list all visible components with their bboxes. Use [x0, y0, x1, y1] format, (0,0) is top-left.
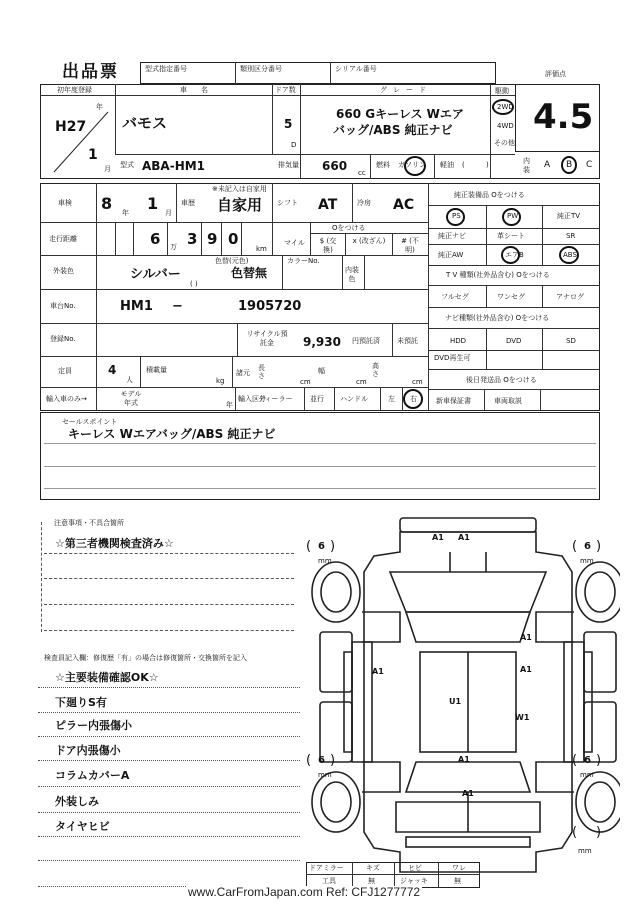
damage-mark-1: A1 [432, 533, 444, 542]
drive-other: その他 [494, 139, 515, 147]
history-value: 自家用 [217, 196, 263, 214]
damage-mark-8: A1 [458, 755, 470, 764]
note-item-4: ドア内張傷小 [55, 744, 121, 757]
recycle-amount: 9,930 [303, 335, 341, 349]
damage-mark-4: A1 [372, 667, 384, 676]
interior-b: B [566, 160, 573, 170]
shaken-year: 8 [101, 194, 113, 213]
serial-label: シリアル番号 [335, 65, 377, 73]
equipment-title: 純正装備品 Oをつける [454, 191, 525, 199]
grade-label: グレード [380, 86, 432, 94]
note-item-2: 下廻りS有 [55, 696, 107, 709]
damage-mark-3: A1 [520, 633, 532, 642]
first-reg-label: 初年度登録 [57, 86, 92, 94]
interior-a: A [544, 160, 551, 170]
model-approval-label: 型式指定番号 [145, 65, 187, 73]
sales-point-box [40, 412, 600, 500]
interior-circle [561, 156, 577, 174]
shaken-month: 1 [147, 194, 159, 213]
equip-airbag: エアB [505, 251, 524, 259]
mileage-digit-3: 9 [207, 230, 218, 248]
mileage-digit-1: 6 [150, 230, 161, 248]
chassis-prefix: HM1 [120, 299, 153, 314]
drive-4wd: 4WD [497, 122, 514, 130]
note-item-6: 外装しみ [55, 795, 99, 808]
damage-mark-6: U1 [449, 697, 462, 706]
sales-point-label: セールスポイント [62, 418, 118, 426]
tread-rear-left: 6 [318, 755, 325, 766]
tread-front-left: 6 [318, 541, 325, 552]
first-reg-month: 1 [88, 147, 98, 163]
first-reg-divider [50, 108, 112, 176]
car-name-value: バモス [122, 114, 168, 132]
equip-pw: PW [507, 212, 519, 220]
drive-2wd-circle [492, 99, 514, 115]
interior-label: 内装 [523, 157, 530, 174]
shift-value: AT [318, 197, 338, 213]
damage-mark-5: A1 [520, 665, 532, 674]
note-item-7: タイヤヒビ [55, 820, 110, 833]
note-item-1: ☆主要装備確認OK☆ [55, 671, 159, 684]
drive-2wd: 2WD [497, 103, 514, 111]
model-code: ABA-HM1 [142, 159, 206, 173]
mileage-digit-2: 3 [187, 230, 198, 248]
score-value: 4.5 [533, 97, 594, 137]
inspector-label: 検査員記入欄：修復歴「有」の場合は修復箇所・交換箇所を記入 [44, 654, 247, 662]
doors-label: ドア数 [275, 86, 296, 94]
car-name-label: 車名 [180, 86, 222, 94]
handle-right: 右 [410, 395, 417, 403]
equip-tv: 純正TV [557, 212, 581, 220]
note-item-5: コラムカバーA [55, 769, 130, 782]
tread-rear-right: 6 [584, 755, 591, 766]
interior-c: C [586, 160, 593, 170]
equip-ps: PS [452, 212, 461, 220]
chassis-number: 1905720 [238, 299, 302, 314]
exterior-color-value: シルバー [130, 267, 181, 282]
grade-line-2: バッグ/ABS 純正ナビ [333, 123, 453, 137]
damage-mark-2: A1 [458, 533, 470, 542]
note-item-3: ピラー内張傷小 [55, 719, 132, 732]
grade-line-1: 660 Gキーレス Wエア [336, 107, 464, 121]
damage-mark-7: W1 [515, 713, 530, 722]
notes-line-1: ☆第三者機関検査済み☆ [55, 537, 174, 550]
footer-watermark: www.CarFromJapan.com Ref: CFJ1277772 [188, 885, 421, 899]
ac-value: AC [393, 197, 415, 213]
category-label: 類別区分番号 [240, 65, 282, 73]
fuel-value: ガソリン [398, 161, 426, 169]
fuel-circle [404, 156, 426, 176]
mileage-digit-4: 0 [228, 230, 239, 248]
tread-front-right: 6 [584, 541, 591, 552]
color-change-value: 色替無 [231, 266, 268, 280]
capacity-value: 4 [108, 363, 117, 377]
handle-right-circle [403, 389, 423, 409]
doors-value: 5 [284, 117, 293, 131]
notes-label: 注意事項・不具合箇所 [54, 519, 124, 527]
form-title: 出品票 [62, 62, 119, 82]
score-label: 評価点 [545, 70, 566, 78]
damage-mark-9: A1 [462, 789, 474, 798]
sales-point-text: キーレス Wエアバッグ/ABS 純正ナビ [68, 427, 276, 441]
first-reg-year: H27 [55, 119, 87, 135]
header-id-box [140, 62, 496, 84]
displacement-value: 660 [322, 159, 348, 173]
equip-abs: ABS [563, 251, 577, 259]
